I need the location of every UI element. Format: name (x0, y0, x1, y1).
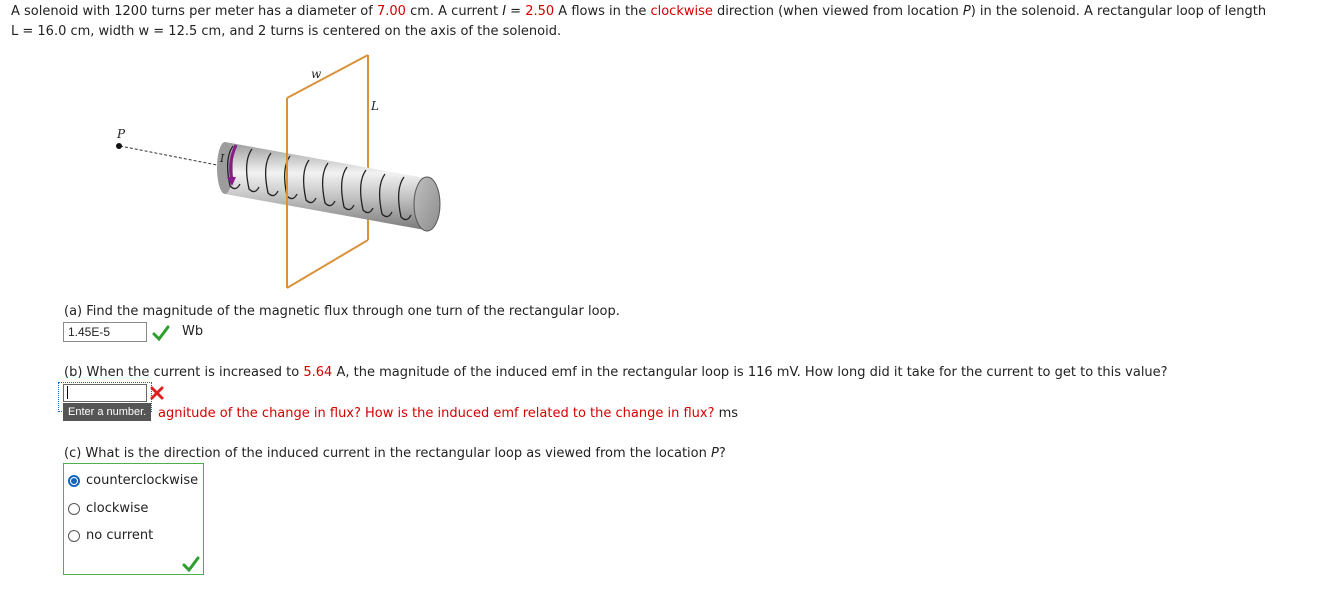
problem-text: ) in the solenoid. A rectangular loop of length (970, 4, 1267, 19)
loop-back-edge (287, 55, 368, 98)
axis-dashed-line (120, 146, 222, 166)
location-symbol: P (711, 446, 719, 461)
part-b-text: (b) When the current is increased to (64, 365, 304, 380)
solenoid-right-cap (414, 177, 440, 231)
problem-line-2: L = 16.0 cm, width w = 12.5 cm, and 2 turns is centered on the axis of the solenoid. (11, 24, 562, 39)
location-symbol: P (962, 4, 971, 19)
option-label: clockwise (86, 501, 149, 516)
diameter-value: 7.00 (376, 4, 406, 19)
option-counterclockwise[interactable] (68, 473, 198, 488)
solenoid-body (225, 142, 425, 230)
loop-bottom-edge (287, 240, 368, 288)
problem-line-1 (11, 4, 1266, 19)
option-no-current[interactable] (68, 528, 153, 543)
part-b-text: A, the magnitude of the induced emf in the rectangular loop is 116 mV. How long did it take for the current to get to this value? (332, 365, 1168, 380)
problem-text: A solenoid with 1200 turns per meter has a diameter of (11, 4, 377, 19)
text-cursor (67, 386, 68, 399)
radio-icon[interactable] (68, 503, 80, 515)
part-a-question: (a) Find the magnitude of the magnetic flux through one turn of the rectangular loop. (64, 304, 620, 319)
option-label: no current (86, 528, 154, 543)
label-L: L (371, 99, 379, 113)
problem-text: cm. A current (405, 4, 503, 19)
label-P: P (117, 127, 126, 141)
current-value: 2.50 (525, 4, 555, 19)
label-I: I (220, 152, 225, 165)
part-b-hint (158, 406, 738, 421)
part-b-unit: ms (718, 406, 739, 421)
point-P (116, 143, 122, 149)
problem-text: direction (when viewed from location (712, 4, 963, 19)
input-tooltip: Enter a number. (63, 403, 151, 421)
part-c-text: ? (718, 446, 726, 461)
part-b-current-value: 5.64 (303, 365, 333, 380)
part-b-answer-field[interactable] (63, 384, 147, 402)
part-c-question (64, 446, 726, 461)
option-label: counterclockwise (86, 473, 199, 488)
direction-value: clockwise (650, 4, 713, 19)
correct-check-icon (152, 325, 170, 341)
solenoid-figure (100, 50, 460, 295)
part-b-question (64, 365, 1168, 380)
part-b-hint-text: agnitude of the change in flux? How is the induced emf related to the change in flux? (158, 406, 715, 421)
problem-text: A flows in the (554, 4, 651, 19)
part-a-answer-field[interactable]: 1.45E-5 (63, 322, 147, 342)
correct-check-icon (182, 556, 200, 572)
problem-text: = (506, 4, 526, 19)
label-w: w (311, 67, 322, 81)
current-symbol: I (502, 4, 507, 19)
radio-selected-icon[interactable] (68, 475, 80, 487)
option-clockwise[interactable] (68, 501, 148, 516)
incorrect-x-icon (150, 386, 164, 400)
part-a-unit: Wb (182, 324, 204, 339)
radio-icon[interactable] (68, 530, 80, 542)
part-c-text: (c) What is the direction of the induced current in the rectangular loop as viewed from the location (64, 446, 711, 461)
